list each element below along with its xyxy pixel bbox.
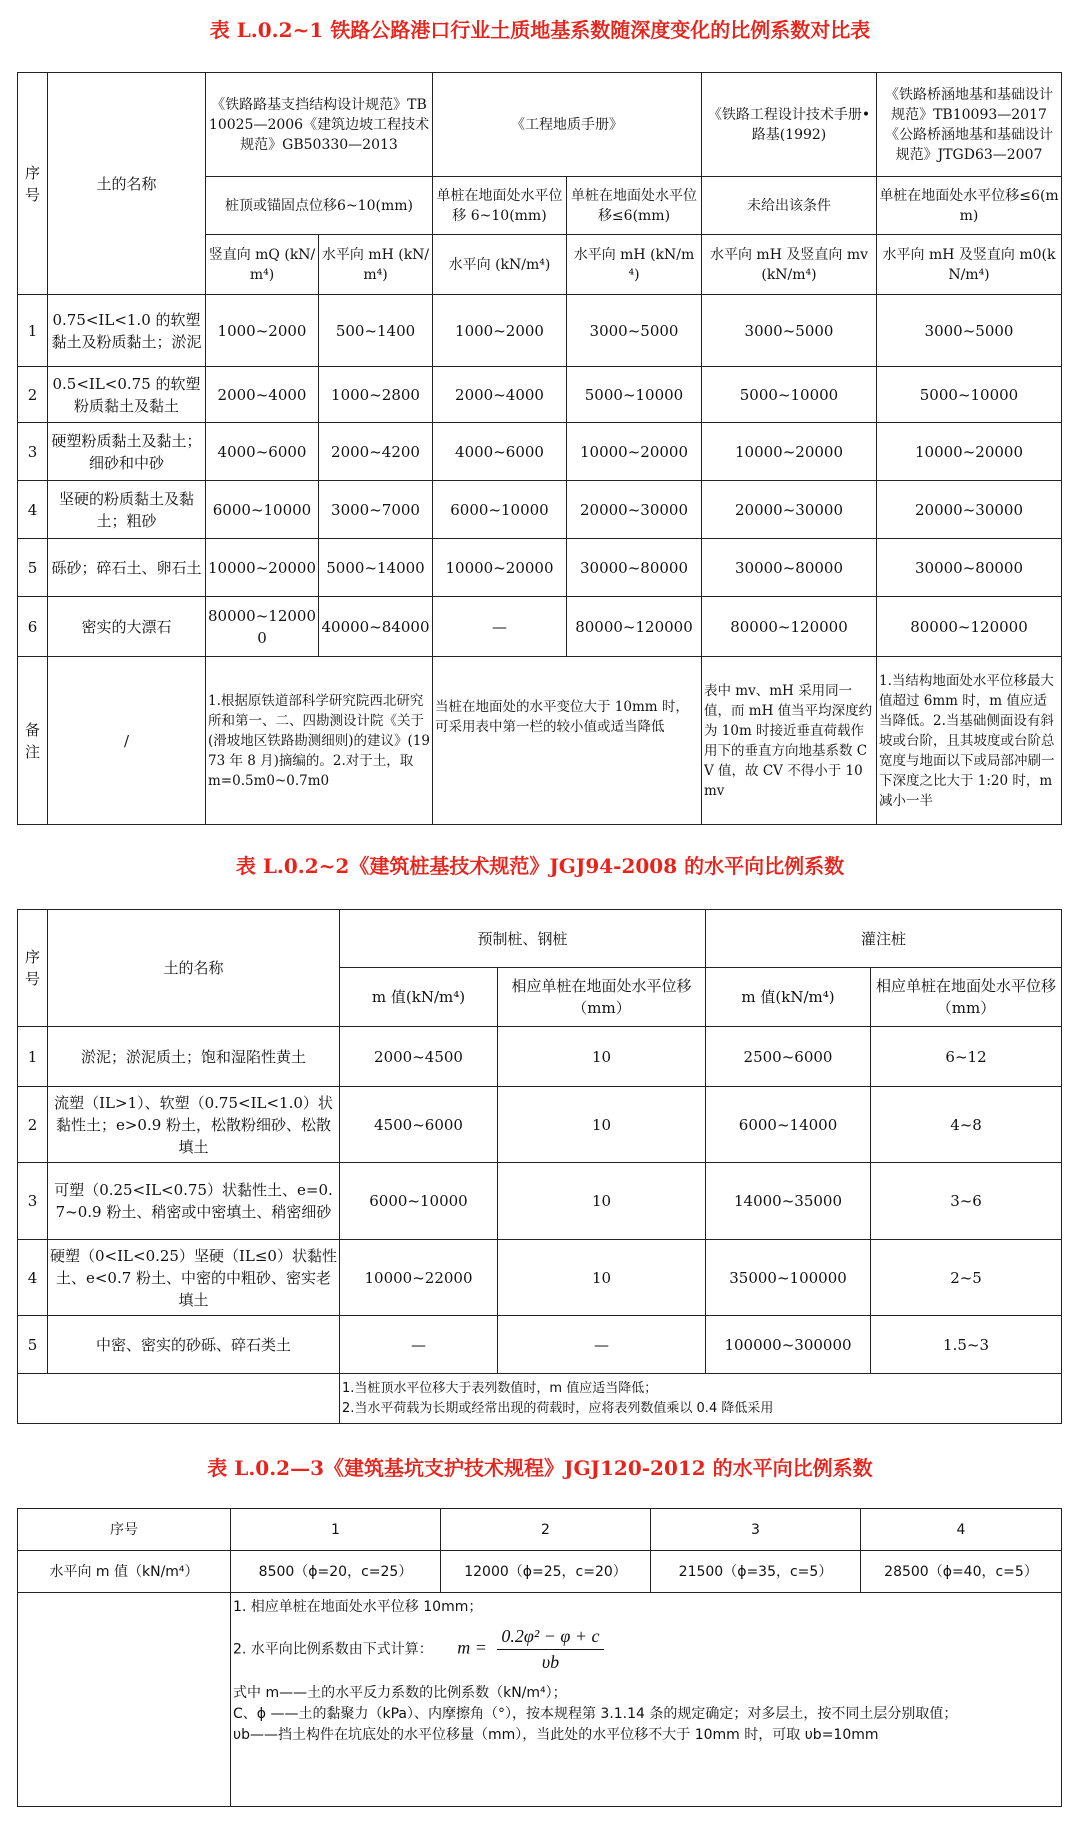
t1-cond-5: 单桩在地面处水平位移≤6(mm)	[877, 177, 1062, 235]
t1-cell: 2000~4000	[433, 367, 567, 423]
t1-cell: 10000~20000	[702, 423, 877, 481]
t1-cell: 3000~5000	[567, 295, 702, 367]
t2-note-2: 2.当水平荷载为长期或经常出现的荷载时，应将表列数值乘以 0.4 降低采用	[342, 1400, 774, 1416]
t1-cell: 80000~120000	[702, 597, 877, 657]
t2-header-d2: 相应单桩在地面处水平位移（mm）	[871, 968, 1062, 1027]
table-row	[18, 295, 1062, 367]
t2-row-soil: 中密、密实的砂砾、碎石类土	[48, 1316, 340, 1374]
table-row	[18, 481, 1062, 539]
t1-cell: 10000~20000	[567, 423, 702, 481]
t2-header-m1: m 值(kN/m⁴)	[340, 968, 498, 1027]
t3-notes-row	[18, 1593, 1062, 1807]
t1-row-index: 5	[18, 539, 48, 597]
t3-notes	[231, 1593, 1062, 1807]
t2-cell: —	[340, 1316, 498, 1374]
t3-note-2-line	[233, 1626, 1059, 1673]
t1-row-index: 4	[18, 481, 48, 539]
t1-cell: 30000~80000	[877, 539, 1062, 597]
table2-title: 表 L.0.2~2《建筑桩基技术规范》JGJ94-2008 的水平向比例系数	[235, 854, 845, 878]
t2-cell: 2500~6000	[706, 1027, 871, 1087]
t1-cell: 6000~10000	[206, 481, 319, 539]
table-row	[18, 1240, 1062, 1316]
t3-cell: 12000（ϕ=25，c=20）	[441, 1551, 651, 1593]
t2-notes-row	[18, 1374, 1062, 1424]
t1-row-index: 6	[18, 597, 48, 657]
t1-cell: 30000~80000	[702, 539, 877, 597]
t3-notes-blank	[18, 1593, 231, 1807]
t1-cond-2: 单桩在地面处水平位移 6~10(mm)	[433, 177, 567, 235]
t1-cell: 80000~120000	[877, 597, 1062, 657]
t2-cell: 10	[498, 1163, 706, 1240]
t2-cell: 10	[498, 1027, 706, 1087]
t1-cell: 1000~2000	[206, 295, 319, 367]
t2-group-cast: 灌注桩	[706, 910, 1062, 968]
t3-cell: 8500（ϕ=20，c=25）	[231, 1551, 441, 1593]
t3-col-2: 2	[441, 1509, 651, 1551]
t1-cell: 20000~30000	[702, 481, 877, 539]
t2-cell: 14000~35000	[706, 1163, 871, 1240]
table-row	[18, 1027, 1062, 1087]
table3-title: 表 L.0.2—3《建筑基坑支护技术规程》JGJ120-2012 的水平向比例系数	[207, 1456, 873, 1480]
t1-cell: 80000~120000	[567, 597, 702, 657]
t1-source-3: 《铁路工程设计技术手册•路基(1992)	[702, 73, 877, 177]
t1-cell: 10000~20000	[877, 423, 1062, 481]
t3-row-label: 水平向 m 值（kN/m⁴）	[18, 1551, 231, 1593]
table1-title: 表 L.0.2~1 铁路公路港口行业土质地基系数随深度变化的比例系数对比表	[209, 18, 871, 42]
t3-col-3: 3	[651, 1509, 861, 1551]
table-row	[18, 597, 1062, 657]
t3-note-1: 1. 相应单桩在地面处水平位移 10mm；	[233, 1599, 483, 1615]
t1-cell: 5000~10000	[702, 367, 877, 423]
t1-cell: 2000~4000	[206, 367, 319, 423]
t1-cell: 2000~4200	[319, 423, 433, 481]
t2-cell: 6~12	[871, 1027, 1062, 1087]
t1-unit-2: 水平向 mH (kN/m⁴)	[319, 235, 433, 295]
t1-cell: 4000~6000	[206, 423, 319, 481]
t1-cell: —	[433, 597, 567, 657]
t1-cond-1: 桩顶或锚固点位移6~10(mm)	[206, 177, 433, 235]
t1-row-index: 3	[18, 423, 48, 481]
t3-note-5: υb——挡土构件在坑底处的水平位移量（mm），当此处的水平位移不大于 10mm 时，可取 υb=10mm	[233, 1727, 879, 1743]
t3-formula-numerator: 0.2φ² − φ + c	[497, 1626, 603, 1650]
t3-note-3: 式中 m——土的水平反力系数的比例系数（kN/m⁴）；	[233, 1685, 567, 1701]
t2-header-d1: 相应单桩在地面处水平位移（mm）	[498, 968, 706, 1027]
t2-header-m2: m 值(kN/m⁴)	[706, 968, 871, 1027]
t1-row-soil: 硬塑粉质黏土及黏土；细砂和中砂	[48, 423, 206, 481]
t1-cell: 1000~2800	[319, 367, 433, 423]
t1-cell: 5000~10000	[877, 367, 1062, 423]
t2-cell: 1.5~3	[871, 1316, 1062, 1374]
t1-cell: 10000~20000	[433, 539, 567, 597]
t1-remark-label: 备注	[18, 657, 48, 825]
t1-cell: 30000~80000	[567, 539, 702, 597]
t1-cond-4: 未给出该条件	[702, 177, 877, 235]
t1-source-2: 《工程地质手册》	[433, 73, 702, 177]
table2	[17, 909, 1062, 1424]
table-row	[18, 1163, 1062, 1240]
t1-header-index: 序号	[18, 73, 48, 295]
t2-row-soil: 淤泥；淤泥质土；饱和湿陷性黄土	[48, 1027, 340, 1087]
t1-row-soil: 密实的大漂石	[48, 597, 206, 657]
t2-cell: 6000~14000	[706, 1087, 871, 1163]
t3-formula	[457, 1626, 603, 1673]
t1-cell: 3000~5000	[877, 295, 1062, 367]
t2-notes-blank	[18, 1374, 340, 1424]
t2-row-soil: 硬塑（0<IL<0.25）坚硬（IL≤0）状黏性土、e<0.7 粉土、中密的中粗砂、密实老填土	[48, 1240, 340, 1316]
t1-unit-5: 水平向 mH 及竖直向 mv(kN/m⁴)	[702, 235, 877, 295]
t2-cell: 4500~6000	[340, 1087, 498, 1163]
t1-cell: 3000~5000	[702, 295, 877, 367]
t2-notes	[340, 1374, 1062, 1424]
t1-remark-2: 当桩在地面处的水平变位大于 10mm 时，可采用表中第一栏的较小值或适当降低	[433, 657, 702, 825]
t3-col-1: 1	[231, 1509, 441, 1551]
t1-cell: 5000~14000	[319, 539, 433, 597]
t2-group-precast: 预制桩、钢桩	[340, 910, 706, 968]
t3-col-4: 4	[861, 1509, 1062, 1551]
t2-cell: 100000~300000	[706, 1316, 871, 1374]
t2-row-soil: 可塑（0.25<IL<0.75）状黏性土、e=0.7~0.9 粉土、稍密或中密填土、稍密细砂	[48, 1163, 340, 1240]
t3-formula-lhs: m =	[457, 1637, 487, 1658]
t1-row-soil: 0.75<IL<1.0 的软塑黏土及粉质黏土；淤泥	[48, 295, 206, 367]
table-row	[18, 539, 1062, 597]
table3	[17, 1508, 1062, 1807]
t2-row-soil: 流塑（IL>1）、软塑（0.75<IL<1.0）状黏性土；e>0.9 粉土，松散粉细砂、松散填土	[48, 1087, 340, 1163]
t1-cell: 500~1400	[319, 295, 433, 367]
t1-cell: 40000~84000	[319, 597, 433, 657]
t2-cell: 4~8	[871, 1087, 1062, 1163]
t1-cell: 6000~10000	[433, 481, 567, 539]
t3-formula-fraction	[497, 1626, 603, 1673]
t2-cell: 6000~10000	[340, 1163, 498, 1240]
table-row	[18, 1316, 1062, 1374]
t1-row-soil: 0.5<IL<0.75 的软塑粉质黏土及黏土	[48, 367, 206, 423]
t2-header-soil: 土的名称	[48, 910, 340, 1027]
t1-remark-4: 1.当结构地面处水平位移最大值超过 6mm 时，m 值应适当降低。2.当基础侧面设有斜坡或台阶，且其坡度或台阶总宽度与地面以下或局部冲刷一下深度之比大于 1:20 时，m 减小一半	[877, 657, 1062, 825]
t2-cell: 2~5	[871, 1240, 1062, 1316]
t2-row-index: 3	[18, 1163, 48, 1240]
t1-remark-row	[18, 657, 1062, 825]
t1-unit-4: 水平向 mH (kN/m⁴)	[567, 235, 702, 295]
t2-cell: —	[498, 1316, 706, 1374]
t2-cell: 10	[498, 1240, 706, 1316]
t2-cell: 10000~22000	[340, 1240, 498, 1316]
t2-row-index: 1	[18, 1027, 48, 1087]
t2-note-1: 1.当桩顶水平位移大于表列数值时，m 值应适当降低；	[342, 1380, 658, 1396]
t1-row-soil: 砾砂；碎石土、卵石土	[48, 539, 206, 597]
t1-cell: 3000~7000	[319, 481, 433, 539]
t3-note-2: 2. 水平向比例系数由下式计算：	[233, 1641, 433, 1658]
table-row	[18, 367, 1062, 423]
t1-unit-3: 水平向 (kN/m⁴)	[433, 235, 567, 295]
t2-cell: 3~6	[871, 1163, 1062, 1240]
t3-cell: 21500（ϕ=35，c=5）	[651, 1551, 861, 1593]
t1-remark-soil: /	[48, 657, 206, 825]
t1-row-index: 2	[18, 367, 48, 423]
t1-cond-3: 单桩在地面处水平位移≤6(mm)	[567, 177, 702, 235]
t3-cell: 28500（ϕ=40，c=5）	[861, 1551, 1062, 1593]
t3-formula-denominator: υb	[541, 1652, 560, 1672]
t1-remark-3: 表中 mv、mH 采用同一值，而 mH 值当平均深度约为 10m 时接近垂直荷载作用下的垂直方向地基系数 CV 值，故 CV 不得小于 10mv	[702, 657, 877, 825]
t1-cell: 80000~120000	[206, 597, 319, 657]
table-row	[18, 1551, 1062, 1593]
t1-cell: 20000~30000	[567, 481, 702, 539]
t2-header-index: 序号	[18, 910, 48, 1027]
t1-cell: 20000~30000	[877, 481, 1062, 539]
t1-source-4: 《铁路桥涵地基和基础设计规范》TB10093—2017《公路桥涵地基和基础设计规范》JTGD63—2007	[877, 73, 1062, 177]
t1-cell: 1000~2000	[433, 295, 567, 367]
t1-row-index: 1	[18, 295, 48, 367]
t2-cell: 10	[498, 1087, 706, 1163]
t1-row-soil: 坚硬的粉质黏土及黏土；粗砂	[48, 481, 206, 539]
t1-source-1: 《铁路路基支挡结构设计规范》TB10025—2006《建筑边坡工程技术规范》GB50330—2013	[206, 73, 433, 177]
t3-header-index: 序号	[18, 1509, 231, 1551]
t1-cell: 4000~6000	[433, 423, 567, 481]
table1	[17, 72, 1062, 825]
t2-row-index: 4	[18, 1240, 48, 1316]
t2-cell: 2000~4500	[340, 1027, 498, 1087]
t1-remark-1: 1.根据原铁道部科学研究院西北研究所和第一、二、四勘测设计院《关于(滑坡地区铁路勘测细则)的建议》(1973 年 8 月)摘编的。2.对于土，取 m=0.5m0~0.7m0	[206, 657, 433, 825]
t1-header-soil: 土的名称	[48, 73, 206, 295]
table-row	[18, 1087, 1062, 1163]
table-row	[18, 423, 1062, 481]
t1-unit-1: 竖直向 mQ (kN/m⁴)	[206, 235, 319, 295]
t3-note-4: C、ϕ ——土的黏聚力（kPa）、内摩擦角（°），按本规程第 3.1.14 条的规定确定；对多层土，按不同土层分别取值；	[233, 1706, 958, 1722]
t1-unit-6: 水平向 mH 及竖直向 m0(kN/m⁴)	[877, 235, 1062, 295]
t2-row-index: 5	[18, 1316, 48, 1374]
t1-cell: 10000~20000	[206, 539, 319, 597]
t1-cell: 5000~10000	[567, 367, 702, 423]
t2-row-index: 2	[18, 1087, 48, 1163]
t2-cell: 35000~100000	[706, 1240, 871, 1316]
